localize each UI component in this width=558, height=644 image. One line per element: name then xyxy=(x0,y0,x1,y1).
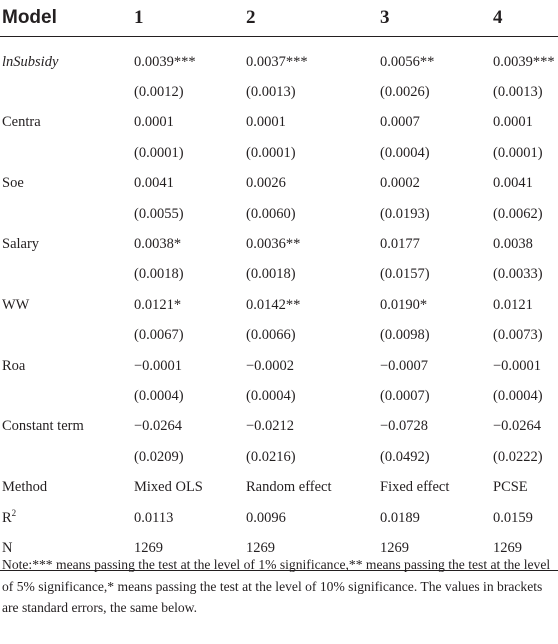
se-cell: (0.0067) xyxy=(134,327,184,344)
coef-row xyxy=(0,169,558,199)
coef-cell: 0.0001 xyxy=(246,114,286,131)
row-label: N xyxy=(0,533,134,570)
se-cell: (0.0060) xyxy=(246,205,296,222)
coef-cell: 0.0007 xyxy=(380,114,420,131)
se-cell: (0.0033) xyxy=(493,266,543,283)
coef-cell: 0.0037*** xyxy=(246,53,308,70)
se-cell: (0.0066) xyxy=(246,327,296,344)
row-label-empty xyxy=(0,199,134,229)
method-row xyxy=(0,472,558,502)
se-row xyxy=(0,138,558,168)
coef-cell: 0.0121* xyxy=(134,296,182,313)
se-cell: (0.0157) xyxy=(380,266,430,283)
coef-row xyxy=(0,412,558,442)
n-cell: 1269 xyxy=(493,533,558,570)
se-cell: (0.0055) xyxy=(134,205,184,222)
row-label: WW xyxy=(2,296,30,313)
n-cell: 1269 xyxy=(380,533,493,570)
r2-cell: 0.0189 xyxy=(380,509,420,526)
coef-cell: 0.0039*** xyxy=(493,53,555,70)
se-cell: (0.0062) xyxy=(493,205,543,222)
se-row xyxy=(0,77,558,107)
r2-row xyxy=(0,503,558,533)
se-cell: (0.0073) xyxy=(493,327,543,344)
coef-cell: −0.0007 xyxy=(380,357,429,374)
coef-cell: −0.0001 xyxy=(493,357,542,374)
coef-cell: 0.0001 xyxy=(493,114,533,131)
method-cell: Random effect xyxy=(246,479,332,496)
row-label xyxy=(0,503,134,533)
row-label-empty xyxy=(0,138,134,168)
se-row xyxy=(0,442,558,472)
coef-row xyxy=(0,108,558,138)
row-label: Salary xyxy=(2,236,40,253)
se-cell: (0.0098) xyxy=(380,327,430,344)
se-cell: (0.0007) xyxy=(380,387,430,404)
se-cell: (0.0004) xyxy=(493,387,543,404)
row-label: lnSubsidy xyxy=(2,53,59,70)
row-label: Roa xyxy=(2,357,26,374)
se-cell: (0.0216) xyxy=(246,448,296,465)
se-row xyxy=(0,321,558,351)
row-label: Soe xyxy=(2,175,24,192)
row-label: Constant term xyxy=(2,418,84,435)
row-label: Method xyxy=(2,479,48,496)
coef-cell: 0.0026 xyxy=(246,175,286,192)
row-label-empty xyxy=(0,321,134,351)
coef-cell: −0.0002 xyxy=(246,357,295,374)
r2-cell: 0.0096 xyxy=(246,509,286,526)
header-model: Model xyxy=(0,0,134,37)
n-cell: 1269 xyxy=(134,533,246,570)
coef-cell: 0.0039*** xyxy=(134,53,196,70)
se-cell: (0.0222) xyxy=(493,448,543,465)
n-cell: 1269 xyxy=(246,533,380,570)
coef-row xyxy=(0,229,558,259)
coef-cell: 0.0142** xyxy=(246,296,301,313)
row-label-empty xyxy=(0,381,134,411)
header-col-3: 3 xyxy=(380,0,493,37)
coef-cell: −0.0264 xyxy=(134,418,183,435)
coef-row xyxy=(0,351,558,381)
se-cell: (0.0004) xyxy=(134,387,184,404)
coef-cell: 0.0038 xyxy=(493,236,533,253)
coef-cell: −0.0728 xyxy=(380,418,429,435)
coef-cell: 0.0190* xyxy=(380,296,428,313)
coef-cell: 0.0177 xyxy=(380,236,420,253)
coef-cell: 0.0121 xyxy=(493,296,533,313)
row-label-empty xyxy=(0,77,134,107)
method-cell: Fixed effect xyxy=(380,479,450,496)
r2-label: R xyxy=(2,509,12,526)
r2-cell: 0.0113 xyxy=(134,509,174,526)
header-col-2: 2 xyxy=(246,0,380,37)
se-row xyxy=(0,381,558,411)
r2-superscript: 2 xyxy=(11,507,17,518)
coef-cell: 0.0002 xyxy=(380,175,420,192)
se-cell: (0.0026) xyxy=(380,84,430,101)
coef-cell: 0.0038* xyxy=(134,236,182,253)
se-cell: (0.0018) xyxy=(134,266,184,283)
se-cell: (0.0001) xyxy=(246,144,296,161)
se-cell: (0.0013) xyxy=(246,84,296,101)
se-row xyxy=(0,199,558,229)
se-cell: (0.0001) xyxy=(493,144,543,161)
coef-cell: 0.0041 xyxy=(493,175,533,192)
se-cell: (0.0209) xyxy=(134,448,184,465)
row-label-empty xyxy=(0,260,134,290)
coef-cell: 0.0041 xyxy=(134,175,174,192)
method-cell: Mixed OLS xyxy=(134,479,203,496)
coef-row xyxy=(0,37,558,78)
table-note: Note:*** means passing the test at the level of 1% significance,** means passing the test at the level of 5% significance,* means passing the test at the level of 10% significance. The values in brackets are standard errors, the same below. xyxy=(2,557,551,615)
se-cell: (0.0013) xyxy=(493,84,543,101)
se-cell: (0.0004) xyxy=(380,144,430,161)
se-row xyxy=(0,260,558,290)
coef-cell: 0.0001 xyxy=(134,114,174,131)
coef-cell: 0.0036** xyxy=(246,236,301,253)
header-col-4: 4 xyxy=(493,0,558,37)
se-cell: (0.0492) xyxy=(380,448,430,465)
r2-cell: 0.0159 xyxy=(493,509,533,526)
header-row xyxy=(0,0,558,37)
se-cell: (0.0004) xyxy=(246,387,296,404)
method-cell: PCSE xyxy=(493,479,528,496)
coef-cell: −0.0212 xyxy=(246,418,295,435)
header-col-1: 1 xyxy=(134,0,246,37)
row-label-empty xyxy=(0,442,134,472)
se-cell: (0.0012) xyxy=(134,84,184,101)
coef-cell: −0.0264 xyxy=(493,418,542,435)
se-cell: (0.0001) xyxy=(134,144,184,161)
row-label: Centra xyxy=(2,114,41,131)
se-cell: (0.0018) xyxy=(246,266,296,283)
coef-cell: 0.0056** xyxy=(380,53,435,70)
coef-row xyxy=(0,290,558,320)
coef-cell: −0.0001 xyxy=(134,357,183,374)
table-body xyxy=(0,37,558,571)
se-cell: (0.0193) xyxy=(380,205,430,222)
